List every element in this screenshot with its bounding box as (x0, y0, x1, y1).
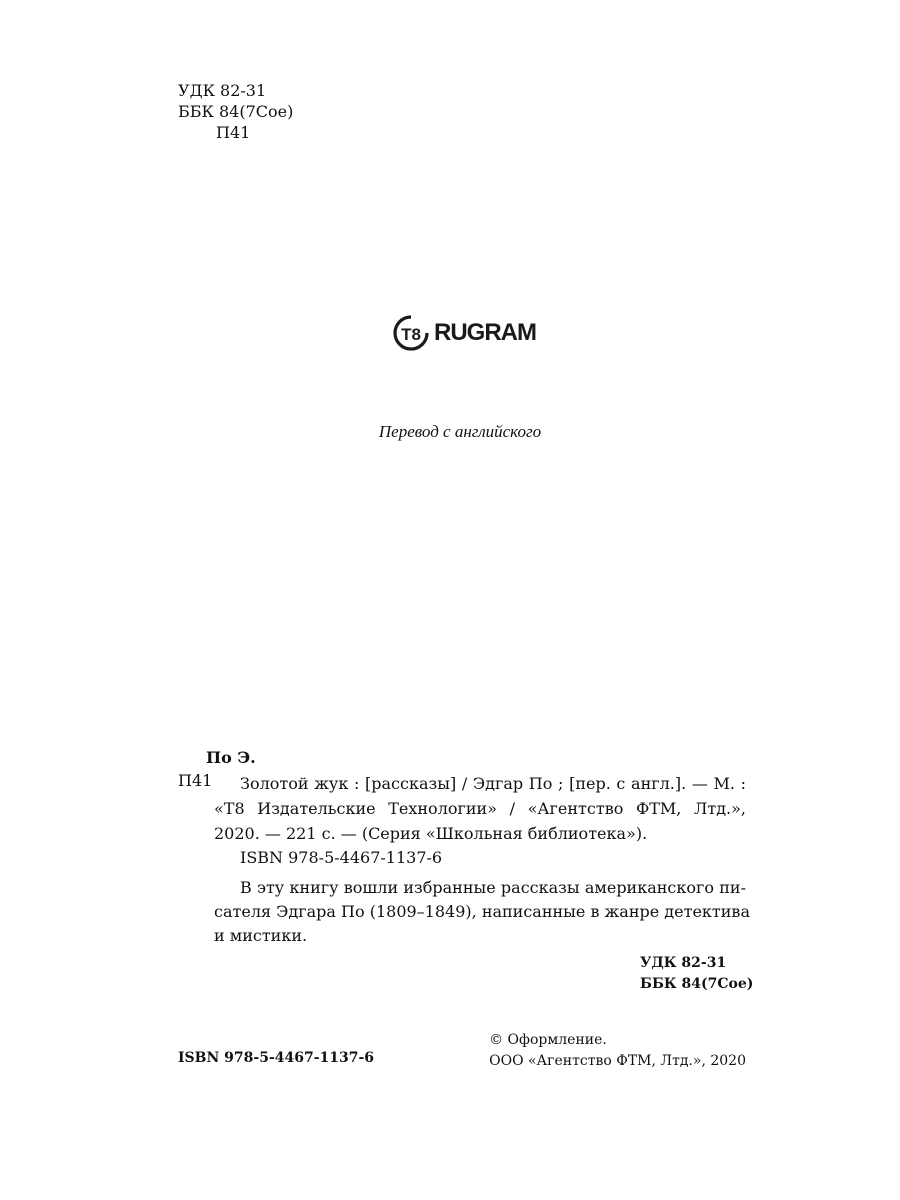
copyright-line-2: ООО «Агентство ФТМ, Лтд.», 2020 (489, 1053, 746, 1069)
logo-mark-text: T8 (401, 325, 421, 344)
translation-note: Перевод с английского (378, 422, 542, 441)
logo-wordmark: RUGRAM (434, 319, 536, 346)
annotation-line: и мистики. (214, 926, 308, 945)
catalog-isbn: ISBN 978-5-4467-1137-6 (240, 848, 443, 867)
book-annotation (214, 876, 750, 948)
catalog-author-mark: П41 (178, 771, 213, 790)
top-classification-codes (178, 80, 293, 143)
description-line: 2020. — 221 с. — (Серия «Школьная библиотека»). (214, 824, 648, 843)
udk-code: УДК 82-31 (178, 81, 267, 100)
author-mark: П41 (216, 123, 251, 142)
bibliographic-description (214, 771, 746, 846)
udk-code-bottom: УДК 82-31 (640, 955, 727, 971)
bbk-code-bottom: ББК 84(7Сое) (640, 976, 754, 992)
annotation-line: сателя Эдгара По (1809–1849), написанные в жанре детектива (214, 902, 750, 921)
publisher-logo (392, 314, 536, 352)
copyright-line-1: © Оформление. (489, 1032, 607, 1048)
bbk-code: ББК 84(7Сое) (178, 102, 294, 121)
description-line: «Т8 Издательские Технологии» / «Агентство ФТМ, Лтд.», (214, 799, 746, 818)
copyright-notice (489, 1030, 746, 1072)
isbn-bottom: ISBN 978-5-4467-1137-6 (178, 1050, 375, 1066)
t8-logo-icon (392, 314, 430, 352)
description-line: Золотой жук : [рассказы] / Эдгар По ; [пер. с англ.]. — М. : (240, 774, 746, 793)
annotation-line: В эту книгу вошли избранные рассказы американского пи- (240, 878, 746, 897)
bottom-classification-codes (640, 953, 753, 995)
catalog-author-heading: По Э. (206, 748, 256, 767)
